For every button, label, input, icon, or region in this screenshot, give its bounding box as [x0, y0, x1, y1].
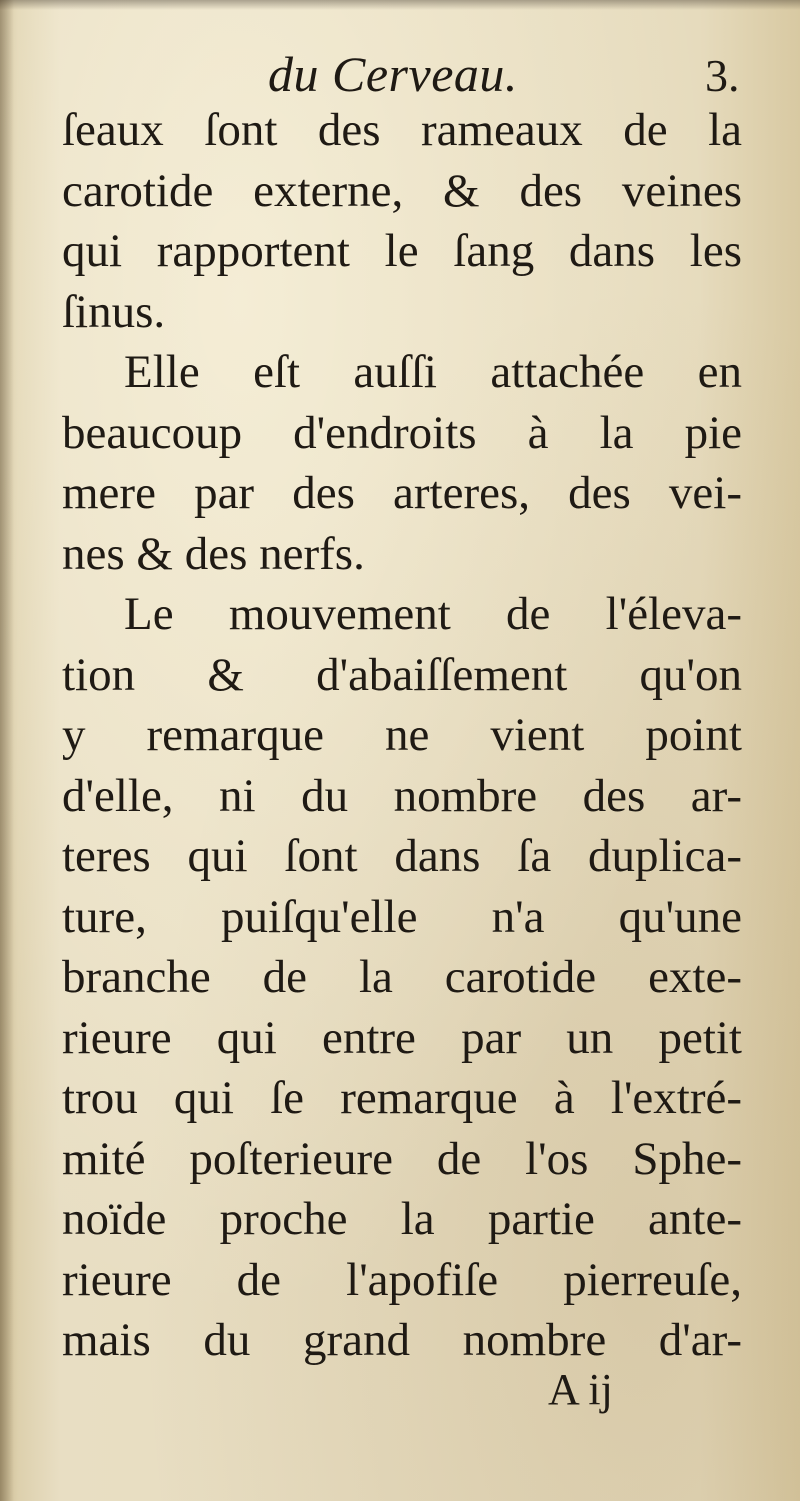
page-gutter: [0, 0, 14, 1501]
text-line: rieure qui entre par un petit: [62, 1011, 742, 1064]
text-line: y remarque ne vient point: [62, 709, 742, 761]
text-line: mere par des arteres, des vei-: [62, 467, 742, 519]
paragraph-start-line: Le mouvement de l'éleva-: [124, 588, 742, 640]
paragraph-start-line: Elle eſt auſſi attachée en: [124, 346, 742, 398]
text-line: nes & des nerfs.: [62, 527, 365, 580]
running-head: [0, 44, 800, 104]
text-line: ture, puiſqu'elle n'a qu'une: [62, 890, 742, 943]
page-top-shadow: [0, 0, 800, 10]
text-line: d'elle, ni du nombre des ar-: [62, 769, 742, 822]
running-head-title: du Cerveau.: [268, 46, 518, 102]
text-line: trou qui ſe remarque à l'extré-: [62, 1072, 742, 1124]
page-number: 3.: [705, 50, 740, 101]
text-line: qui rapportent le ſang dans les: [62, 225, 742, 277]
text-line: mais du grand nombre d'ar-: [62, 1314, 742, 1366]
text-line: branche de la carotide exte-: [62, 951, 742, 1003]
text-line: tion & d'abaiſſement qu'on: [62, 648, 742, 701]
text-line: beaucoup d'endroits à la pie: [62, 406, 742, 459]
text-line: teres qui ſont dans ſa duplica-: [62, 830, 742, 882]
text-line: ſinus.: [62, 285, 166, 338]
text-line: carotide externe, & des veines: [62, 164, 742, 217]
text-line: mité poſterieure de l'os Sphe-: [62, 1132, 742, 1185]
text-line: noïde proche la partie ante-: [62, 1193, 742, 1245]
body-text: [62, 100, 742, 1371]
text-line: rieure de l'apofiſe pierreuſe,: [62, 1253, 742, 1306]
signature-mark: A ij: [548, 1365, 613, 1414]
text-line: ſeaux ſont des rameaux de la: [62, 104, 742, 156]
